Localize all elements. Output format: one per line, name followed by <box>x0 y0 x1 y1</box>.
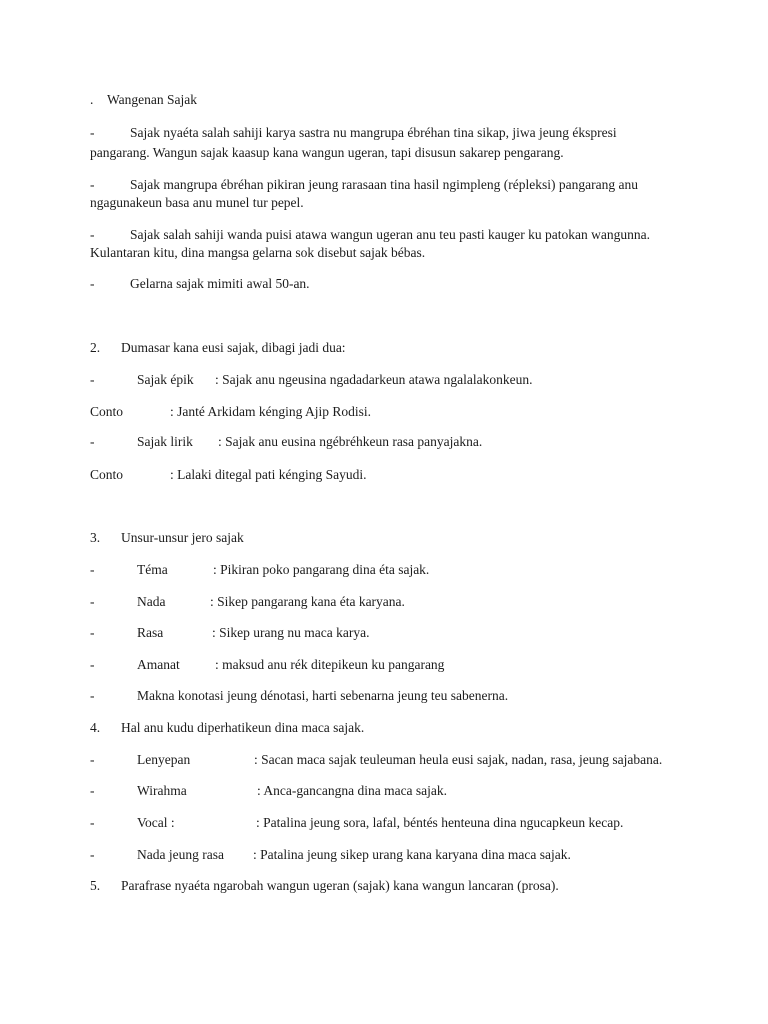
paragraph-line: Kulantaran kitu, dina mangsa gelarna sok disebut sajak bébas. <box>90 245 426 260</box>
example-text: : Lalaki ditegal pati kénging Sayudi. <box>170 467 367 482</box>
section-number: 5. <box>90 878 101 893</box>
section-title: Dumasar kana eusi sajak, dibagi jadi dua: <box>121 340 346 355</box>
paragraph-line: Gelarna sajak mimiti awal 50-an. <box>130 276 310 291</box>
term-label: Amanat <box>137 657 180 672</box>
term-definition: : Pikiran poko pangarang dina éta sajak. <box>213 562 430 577</box>
bullet-dash: - <box>90 847 95 862</box>
section-number: . <box>90 92 94 107</box>
term-definition: : Sikep urang nu maca karya. <box>212 625 370 640</box>
list-item-text: Makna konotasi jeung dénotasi, harti sebenarna jeung teu sabenerna. <box>137 688 509 703</box>
example-label: Conto <box>90 467 124 482</box>
bullet-dash: - <box>90 688 95 703</box>
bullet-dash: - <box>90 372 95 387</box>
paragraph-line: Sajak nyaéta salah sahiji karya sastra nu mangrupa ébréhan tina sikap, jiwa jeung ékspresi <box>130 125 617 140</box>
paragraph-line: pangarang. Wangun sajak kaasup kana wangun ugeran, tapi disusun sakarep pengarang. <box>90 145 564 160</box>
term-label: Téma <box>137 562 168 577</box>
term-label: Vocal : <box>137 815 175 830</box>
section-title: Wangenan Sajak <box>107 92 198 107</box>
bullet-dash: - <box>90 227 95 242</box>
term-label: Wirahma <box>137 783 187 798</box>
term-definition: : Patalina jeung sikep urang kana karyana dina maca sajak. <box>253 847 571 862</box>
section-number: 2. <box>90 340 101 355</box>
example-text: : Janté Arkidam kénging Ajip Rodisi. <box>170 404 371 419</box>
term-label: Nada jeung rasa <box>137 847 224 862</box>
term-label: Lenyepan <box>137 752 191 767</box>
bullet-dash: - <box>90 434 95 449</box>
term-definition: : Sikep pangarang kana éta karyana. <box>210 594 405 609</box>
bullet-dash: - <box>90 562 95 577</box>
paragraph-line: ngagunakeun basa anu munel tur pepel. <box>90 195 304 210</box>
section-title: Hal anu kudu diperhatikeun dina maca sajak. <box>121 720 365 735</box>
paragraph-line: Sajak salah sahiji wanda puisi atawa wangun ugeran anu teu pasti kauger ku patokan wangunna. <box>130 227 650 242</box>
term-definition: : Sajak anu eusina ngébréhkeun rasa panyajakna. <box>218 434 483 449</box>
bullet-dash: - <box>90 177 95 192</box>
bullet-dash: - <box>90 625 95 640</box>
paragraph-line: Sajak mangrupa ébréhan pikiran jeung rarasaan tina hasil ngimpleng (répleksi) pangarang anu <box>130 177 638 192</box>
bullet-dash: - <box>90 815 95 830</box>
section-text: Parafrase nyaéta ngarobah wangun ugeran (sajak) kana wangun lancaran (prosa). <box>121 878 559 893</box>
term-label: Rasa <box>137 625 164 640</box>
bullet-dash: - <box>90 276 95 291</box>
bullet-dash: - <box>90 657 95 672</box>
term-definition: : maksud anu rék ditepikeun ku pangarang <box>215 657 445 672</box>
section-title: Unsur-unsur jero sajak <box>121 530 244 545</box>
term-definition: : Sajak anu ngeusina ngadadarkeun atawa ngalalakonkeun. <box>215 372 533 387</box>
term-definition: : Patalina jeung sora, lafal, béntés henteuna dina ngucapkeun kecap. <box>256 815 624 830</box>
example-label: Conto <box>90 404 124 419</box>
term-label: Sajak lirik <box>137 434 193 449</box>
term-label: Nada <box>137 594 166 609</box>
term-label: Sajak épik <box>137 372 194 387</box>
bullet-dash: - <box>90 594 95 609</box>
term-definition: : Sacan maca sajak teuleuman heula eusi sajak, nadan, rasa, jeung sajabana. <box>254 752 663 767</box>
section-number: 3. <box>90 530 101 545</box>
section-number: 4. <box>90 720 101 735</box>
bullet-dash: - <box>90 125 95 140</box>
bullet-dash: - <box>90 783 95 798</box>
term-definition: : Anca-gancangna dina maca sajak. <box>257 783 448 798</box>
bullet-dash: - <box>90 752 95 767</box>
